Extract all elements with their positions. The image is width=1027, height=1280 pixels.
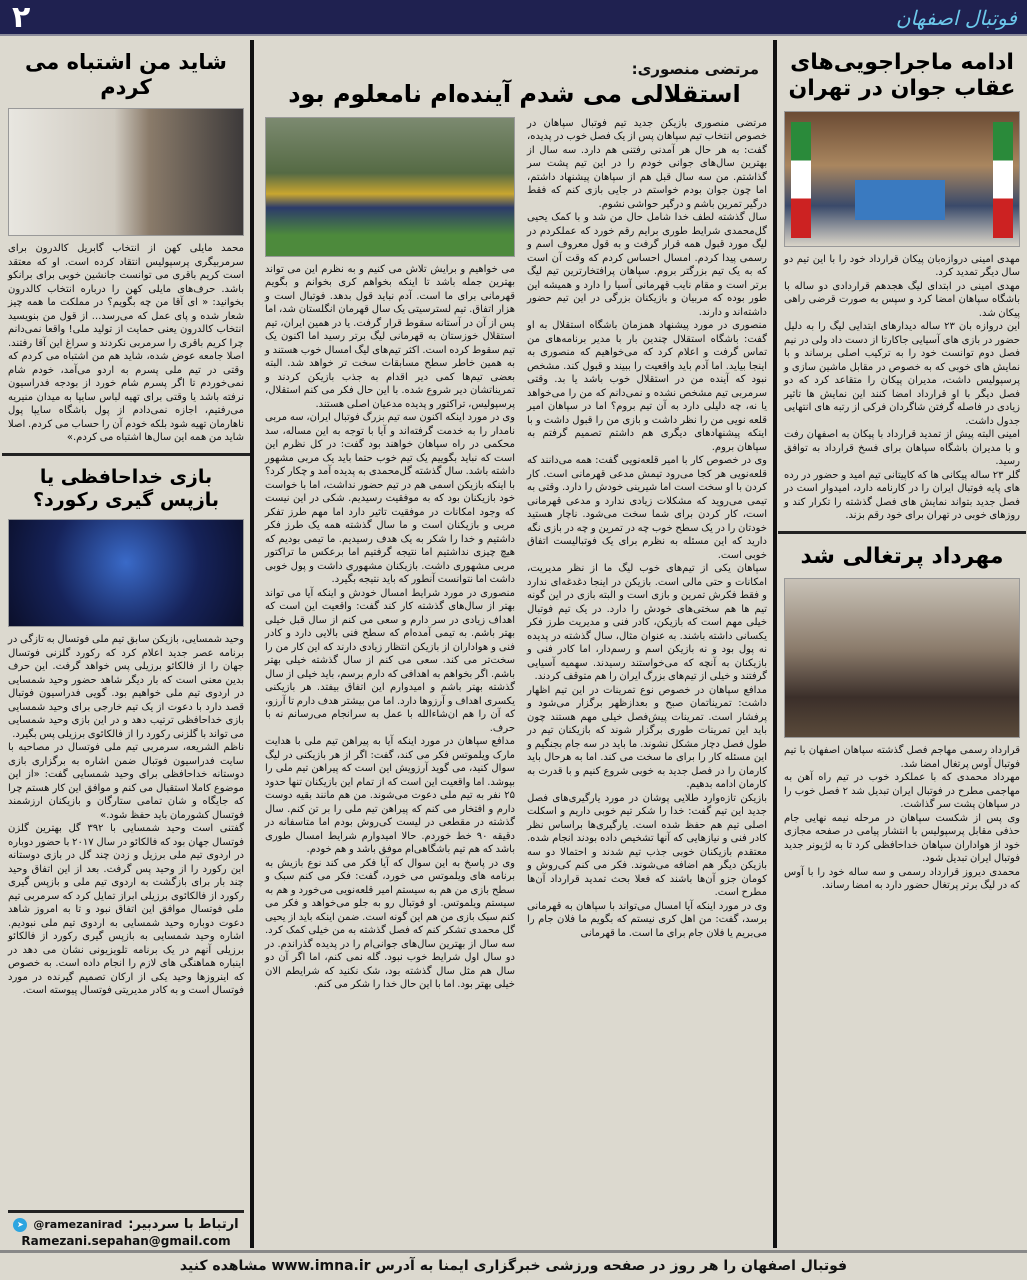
- telegram-handle[interactable]: @ramezanirad: [33, 1218, 123, 1231]
- footer-note: فوتبال اصفهان را هر روز در صفحه ورزشی خبرگزاری ایمنا به آدرس www.imna.ir مشاهده کنید: [0, 1250, 1027, 1280]
- article-body: [8, 242, 244, 445]
- photo-amini-contract: [784, 111, 1020, 247]
- paragraph: وی در مورد اینکه اکنون سه تیم بزرگ فوتبال ایران، سه مربی نامدار را به خدمت گرفته‌اند و آیا با توجه به این مساله، سد محکمی در راه سپاهان خواهند بود گفت: در کل نظرم این است که نباید بگوییم یک تیم خوب حتما باید یک مربی مشهور داشته باشد. سال گذشته گل‌محمدی به پدیده آمد و چکار کرد؟ با اینکه بازیکن اسمی هم در تیم حضور نداشت، اما با خواست خود بازیکنان بود که به موفقیت رسیدیم. شکی در این نیست که وجود امکانات در موفقیت تاثیر دارد اما مهم طرز تفکر مربی و بازیکنان است و ما سال گذشته همه یک طرز فکر داشتیم و خدا را شکر به یک هدف رسیدیم. ما تیمی بودیم که هیچ چیزی نداشتیم اما نتیجه گرفتیم اما برعکس ما تراکتور مربی مشهوری داشت. بازیکنان مشهوری داشت و پول خوبی داشت اما نتوانست آنطور که باید نتیجه بگیرد.: [265, 412, 515, 586]
- main-article-columns: [262, 117, 767, 992]
- paragraph: ناظم الشریعه، سرمربی تیم ملی فوتسال در مصاحبه با سایت فدراسیون فوتبال ضمن اشاره به برگزاری بازی دوستانه خداحافظی برای وحید شمسایی گفت: «از این موضوع کاملا استقبال می کنم و موافق این کار هستم چرا که جایگاه و شان تمامی ستارگان و بازیکنان ارزشمند فوتسال کشورمان باید حفظ شود.»: [8, 742, 244, 821]
- paragraph: مهدی امینی دروازه‌بان پیکان قرارداد خود را با این تیم دو سال دیگر تمدید کرد.: [784, 253, 1020, 279]
- paragraph: مدافع سپاهان در خصوص نوع تمرینات در این تیم اظهار داشت: تمریناتمان صبح و بعدازظهر برگزار می‌شود و پرفشار است. تمرینات پیش‌فصل خیلی مهم هستند چون باید این تمرینات طوری برگزار شوند که بازیکنان تیم در طول فصل دچار مشکل نشوند. ما باید در سه جام بجنگیم و این مسئله کار را برای ما سخت می کند. اما به هرحال باید کارمان را در فصل جدید به خوبی شروع کنیم و با قدرت به کارمان ادامه بدهیم.: [527, 684, 767, 791]
- article-separator: [2, 453, 250, 456]
- paragraph: بازیکن تازه‌وارد طلایی پوشان در مورد یارگیری‌های فصل جدید این تیم گفت: خدا را شکر تیم خوبی داریم و اسکلت اصلی تیم هم حفظ شده است. یارگیری‌ها براساس نظر کادر فنی و نیازهایی که آنها تشخیص داده بودند انجام شده. معتقدم بازیکنان خوبی جذب تیم شدند و احتمالا دو سه بازیکن دیگر هم اضافه می‌شوند. فکر می کنم کی‌روش و کومان جزو آن‌ها باشند که فعلا بحث تمدید قرارداد آن‌ها مطرح است.: [527, 792, 767, 899]
- paragraph: وحید شمسایی، بازیکن سابق تیم ملی فوتسال به تازگی در برنامه عصر جدید اعلام کرد که رکورد گلزنی فوتسال جهان را از فالکائو برزیلی پس خواهد گرفت. این حرف بدین معنی است که بار دیگر شاهد حضور وحید شمسایی در اردوی تیم ملی خواهیم بود. گویی فدراسیون فوتبال قصد دارد با دعوت از یک تیم خارجی برای وحید شمسایی بازی خداحافظی ترتیب دهد و در این بازی وحید شمسایی می تواند با گلزنی رکورد را از فالکائوی برزیلی پس بگیرد.: [8, 634, 244, 740]
- article-body-col-b: [265, 263, 515, 992]
- paragraph: سپاهان یکی از تیم‌های خوب لیگ ما از نظر مدیریت، امکانات و حتی مالی است. بازیکن در اینجا دغدغه‌ای ندارد و فقط فکرش تمرین و بازی است و البته بازی در این گونه تیم ها هم سختی‌های خودش را دارد. در یک تیم فوتبال خیلی مهم است که بازیکن، کادر فنی و مدیریت طرز فکر یکسانی داشته باشند. به عنوان مثال، سال گذشته در پدیده نه پول بود و نه بازیکن اسم و رسم‌دار، اما کادر فنی و بازیکنان به آنچه که می‌خواستند رسیدند. سهمیه آسیایی گرفتند و خیلی از تیم‌های بزرگ ایران را هم متوقف کردند.: [527, 563, 767, 683]
- paragraph: گفتنی است وحید شمسایی با ۳۹۲ گل بهترین گلزن فوتسال جهان بود که فالکائو در سال ۲۰۱۷ با حضور دوباره در اردوی تیم ملی برزیل و زدن چند گل در بازی دوستانه این رکورد را از وحید پس گرفت. بعد از این اتفاق وحید چند بار برای بازگشت به اردوی تیم ملی و بازپس گیری رکورد از فالکائوی برزیلی ابراز تمایل کرد که سرمربی تیم ملی فوتسال موافق این اتفاق نبود و تا به امروز شاهد دعوت دوباره وحید شمسایی به اردوی تیم ملی نبودیم. اشاره وحید شمسایی به بازپس گیری رکورد از فالکائو برزیلی آنهم در یک برنامه تلویزیونی نشان می دهد در اینباره هماهنگی های لازم را انجام داده است. به خصوص که اینروزها وحید یکی از ارکان تصمیم گیرنده در مورد فوتسال است و به کادر مدیریتی فوتسال پیوسته است.: [8, 823, 244, 997]
- article-title: ادامه ماجراجویی‌های عقاب جوان در تهران: [788, 50, 1016, 102]
- paragraph: گلر ۲۳ ساله پیکانی ها که کاپیتانی تیم امید و حضور در رده های پایه فوتبال ایران را در کارنامه دارد، امیدوار است در فصل جدید بتواند نمایش های فصل گذشته را تکرار کند و روزهای خوبی در تهران برای خود رقم بزند.: [784, 469, 1020, 522]
- paragraph: می خواهیم و برایش تلاش می کنیم و به نظرم این می تواند بهترین جمله باشد تا اینکه بخواهم کری بخوانم و بگویم قهرمانی برای ما است. آدم نباید قول بدهد. فوتبال است و هزار اتفاق. تیم لسترسیتی یک سال قهرمان انگلستان شد، اما پس از آن در آستانه سقوط قرار گرفت. یا در همین ایران، تیم استقلال خوزستان به قهرمانی لیگ برتر رسید اما اکنون یک تیم سقوط کرده است. اکثر تیم‌های لیگ امسال خوب هستند و به همین خاطر سطح مسابقات سخت تر خواهد شد. البته بعضی تیم‌ها کمی دیر اقدام به جذب بازیکن کردند و تمریناتشان دیر شروع شده. با این حال فکر می کنم استقلال، پرسپولیس، تراکتور و پدیده مدعیان اصلی هستند.: [265, 263, 515, 410]
- paragraph: این دروازه بان ۲۳ ساله دیدارهای ابتدایی لیگ را به دلیل حضور در بازی های آسیایی جاکارتا از دست داد ولی در نیم فصل دوم توانست خود را به ترکیب اصلی برساند و با نمایش های خوبی که به خصوص در مقابل ماشین سازی و پرسپولیس داشت، مدیران پیکان را متقاعد کرد که دو فصل دیگر با او قرارداد امضا کنند این نمایش ها تاثیر زیادی در فاصله گرفتن شاگردان فرکی از رتبه های انتهایی جدول داشت.: [784, 321, 1020, 427]
- paragraph: مهدی امینی در ابتدای لیگ هجدهم قراردادی دو ساله با باشگاه سپاهان امضا کرد و سپس به صورت قرضی راهی پیکان شد.: [784, 280, 1020, 319]
- page-number: ۲: [12, 0, 31, 35]
- paragraph: منصوری در مورد شرایط امسال خودش و اینکه آیا می تواند بهتر از سال‌های گذشته کار کند گفت: واقعیت این است که اهداف زیادی در سر دارم و سعی می کنم از سال قبل خیلی بهتر باشم. به تیمی آمده‌ام که سطح فنی بالایی دارد و کادر فنی و هواداران از بازیکن انتظار زیادی دارند که این کار من را سخت‌تر می کند. سعی می کنم از سال گذشته خیلی بهتر باشم. اگر بخواهم به اهدافی که دارم برسم، باید خیلی از سال گذشته بهتر باشم و امیدوارم این اتفاق بیفتد. هر بازیکنی یکسری اهداف و آرزوها دارد. اما من بیشتر هدف دارم تا آرزو، که آن را هم ان‌شاءالله با عمل به سرانجام می‌رسانم نه با حرف.: [265, 587, 515, 734]
- paragraph: محمدی دیروز قرارداد رسمی و سه ساله خود را با آوس که در لیگ برتر پرتغال حضور دارد به امضا رساند.: [784, 866, 1020, 892]
- paragraph: امینی البته پیش از تمدید قرارداد با پیکان به اصفهان رفت و با مدیران باشگاه سپاهان برای فسخ قرارداد به توافق رسید.: [784, 429, 1020, 468]
- paragraph: وی در پاسخ به این سوال که آیا فکر می کند نوع بازیش به برنامه های ویلموتس می خورد، گفت: فکر می کنم سبک و سطح بازی من هم به سیستم امیر قلعه‌نویی می‌خورد و هم به سیستم ویلموتس. او فوتبال رو به جلو می‌خواهد و فکر می کنم سبک بازی من هم این گونه است. ضمن اینکه باید از یحیی گل محمدی تشکر کنم که فصل گذشته به من خیلی کمک کرد. سه سال از بهترین سال‌های جوانی‌ام را در پدیده گذراندم. در دو سال اول شرایط خوب نبود. گله نمی کنم، اما اگر آن دو سال هم مثل سال گذشته بود، شک نکنید که شرایطم الان خیلی بهتر بود. اما با این حال خدا را شکر می کنم.: [265, 857, 515, 991]
- article-title: بازی خداحافظی یا بازپس گیری رکورد؟: [32, 465, 220, 511]
- article-body: [784, 744, 1020, 893]
- column-divider: [773, 40, 777, 1248]
- left-column: [8, 44, 244, 1248]
- column-divider: [250, 40, 254, 1248]
- main-article-left: [265, 117, 515, 992]
- newspaper-logo: فوتبال اصفهان: [895, 6, 1017, 30]
- paragraph: منصوری در مورد پیشنهاد همزمان باشگاه استقلال به او گفت: باشگاه استقلال چندین بار با مدیر برنامه‌های من تماس گرفت و اعلام کرد که می‌خواهیم که منصوری به اینجا بیاید. اما آدم باید واقعیت را ببیند و قبول کند. مشخص نبود که آینده من در استقلال خوب باشد یا بد. وقتی سرمربی تیم مشخص نشده و نمی‌دانم که من را می‌خواهد یا نه، چه دلیلی دارد به آن تیم بروم؟ اما در سپاهان امیر قلعه نویی من را نظر داشت و بازی من را قبول داشت و با اینکه پیشنهادهای دیگری هم داشتم تصمیم گرفتم به سپاهان بروم.: [527, 320, 767, 453]
- paragraph: محمد مایلی کهن از انتخاب گابریل کالدرون برای سرمربیگری پرسپولیس انتقاد کرده است. او که معتقد است کریم باقری می توانست جانشین خوبی برای برانکو باشد. حرف‌های مایلی کهن را درباره انتخاب کالدرون بخوانید: « ای آقا من چه بگویم؟ در مملکت ما همه چیز شعار شده و پای عمل که می‌رسد... از قول من بنویسید انتخاب کالدرون یعنی حمایت از تولید ملی! واقعا نمی‌دانم چرا کریم باقری را سرمربی نکردند و سراغ این آقا رفتند. اصلا جامعه عوض شده، شاید هم من اشتباه می کردم که وقتی در تیم ملی پسرم به اردو می‌آمد، خودم شام نمی‌خوردم تا اگر پسرم شام خورد از بودجه فدراسیون نرفته باشد یا وقتی برای تهیه لباس سایپا به میدان منیریه می‌رفتیم، اجازه نمی‌دادم از پول باشگاه سایپا پول ناهارمان تهیه شود بلکه خودم آن را حساب می کردم. اصلا شاید من همه این سال‌ها اشتباه می کردم.»: [8, 243, 244, 444]
- telegram-icon: ➤: [13, 1218, 27, 1232]
- page-header: [0, 0, 1027, 36]
- article-title: استقلالی می شدم آینده‌ام نامعلوم بود: [288, 80, 741, 108]
- contact-label: ارتباط با سردبیر:: [128, 1217, 239, 1232]
- article-kicker: مرتضی منصوری:: [631, 60, 759, 78]
- paragraph: وی در مورد اینکه آیا امسال می‌تواند با سپاهان به قهرمانی برسد، گفت: من اهل کری نیستم که بگویم ما فلان جام را می‌بریم یا فلان جام برای ما است. ما قهرمانی: [527, 900, 767, 939]
- paragraph: مهرداد محمدی که با عملکرد خوب در تیم راه آهن به مهاجمی مطرح در فوتبال ایران تبدیل شد ۲ فصل خوب را در سپاهان پشت سر گذاشت.: [784, 772, 1020, 811]
- paragraph: مدافع سپاهان در مورد اینکه آیا به پیراهن تیم ملی با هدایت مارک ویلموتس فکر می کند، گفت: اگر از هر بازیکنی در لیگ سوال کنید، می گوید آرزویش این است که پیراهن تیم ملی را بپوشد. اما واقعیت این است که از تمام این بازیکنان تنها حدود ۲۵ نفر به تیم ملی دعوت می‌شوند. من هم مانند بقیه دوست دارم و افتخار می کنم که پیراهن تیم ملی را بر تن کنم. سال گذشته در مقطعی در لیست کی‌روش بودم اما متاسفانه در دقیقه ۹۰ خط خوردم. حالا امیدوارم شرایط امسال طوری باشد که هم تیم باشگاهی‌ام موفق باشد و هم خودم.: [265, 736, 515, 856]
- editor-contact: [8, 1210, 244, 1248]
- photo-shamsaei: [8, 519, 244, 627]
- right-column: [784, 44, 1020, 1248]
- jersey: [855, 180, 945, 220]
- article-body: [8, 633, 244, 998]
- photo-mohammadi-signing: [784, 578, 1020, 738]
- photo-team-training: [265, 117, 515, 257]
- iran-flag: [993, 122, 1013, 238]
- paragraph: مرتضی منصوری بازیکن جدید تیم فوتبال سپاهان در خصوص انتخاب تیم سپاهان پس از یک فصل خوب در پدیده، گفت: به هر حال هر آمدنی رفتنی هم دارد. سه سال از بهترین سال‌های جوانی خودم را در این تیم پشت سر گذاشتم. من سه سال قبل هم از سپاهان پیشنهاد داشتم، اما چون جوان بودم خواستم در جایی بازی کنم که فقط درگیر تمرین باشم و درگیر حواشی نشوم.: [527, 117, 767, 210]
- paragraph: وی در خصوص کار با امیر قلعه‌نویی گفت: همه می‌دانند که قلعه‌نویی هر کجا می‌رود تیمش مدعی قهرمانی است. کار کردن با او سخت است اما شیرینی خودش را دارد. وقتی به تیمی می‌روید که مشکلات زیادی ندارد و مدعی قهرمانی است، کار کردن برای شما سخت می‌شود. ناچار هستید خودتان را در یک سطح خوب چه در تمرین و چه در بازی نگه دارید که این مسئله به نظرم برای یک فوتبالیست اتفاق خوبی است.: [527, 455, 767, 561]
- paragraph: وی پس از شکست سپاهان در مرحله نیمه نهایی جام حذفی مقابل پرسپولیس با انتشار پیامی در صفحه مجازی خود از هواداران سپاهان خداحافظی کرد تا به لژیونر جدید فوتبال ایران تبدیل شود.: [784, 812, 1020, 865]
- article-title: شاید من اشتباه می کردم: [25, 50, 227, 100]
- article-body: [784, 253, 1020, 523]
- article-title: مهرداد پرتغالی شد: [800, 543, 1004, 569]
- iran-flag: [791, 122, 811, 238]
- article-separator: [778, 531, 1026, 534]
- paragraph: سال گذشته لطف خدا شامل حال من شد و با کمک یحیی گل‌محمدی شرایط طوری برایم رقم خورد که عملکردم در لیگ مورد قبول همه قرار گرفت و به قول معروف اسم و رسمی پیدا کردم. امسال احساس کردم که وقت آن است که به یک تیم بزرگتر بروم. سپاهان پرافتخارترین تیم لیگ برتر است و مقام نایب قهرمانی آسیا را دارد و همیشه این طور بوده که مربیان و بازیکنان بزرگی در این تیم حضور داشته‌اند و دارند.: [527, 212, 767, 318]
- editor-email[interactable]: Ramezani.sepahan@gmail.com: [21, 1234, 231, 1248]
- main-article: [262, 44, 767, 1248]
- photo-mayeli-kohan: [8, 108, 244, 236]
- paragraph: قرارداد رسمی مهاجم فصل گذشته سپاهان اصفهان با تیم فوتبال آوس پرتغال امضا شد.: [784, 745, 1020, 770]
- article-body-col-a: [527, 117, 767, 941]
